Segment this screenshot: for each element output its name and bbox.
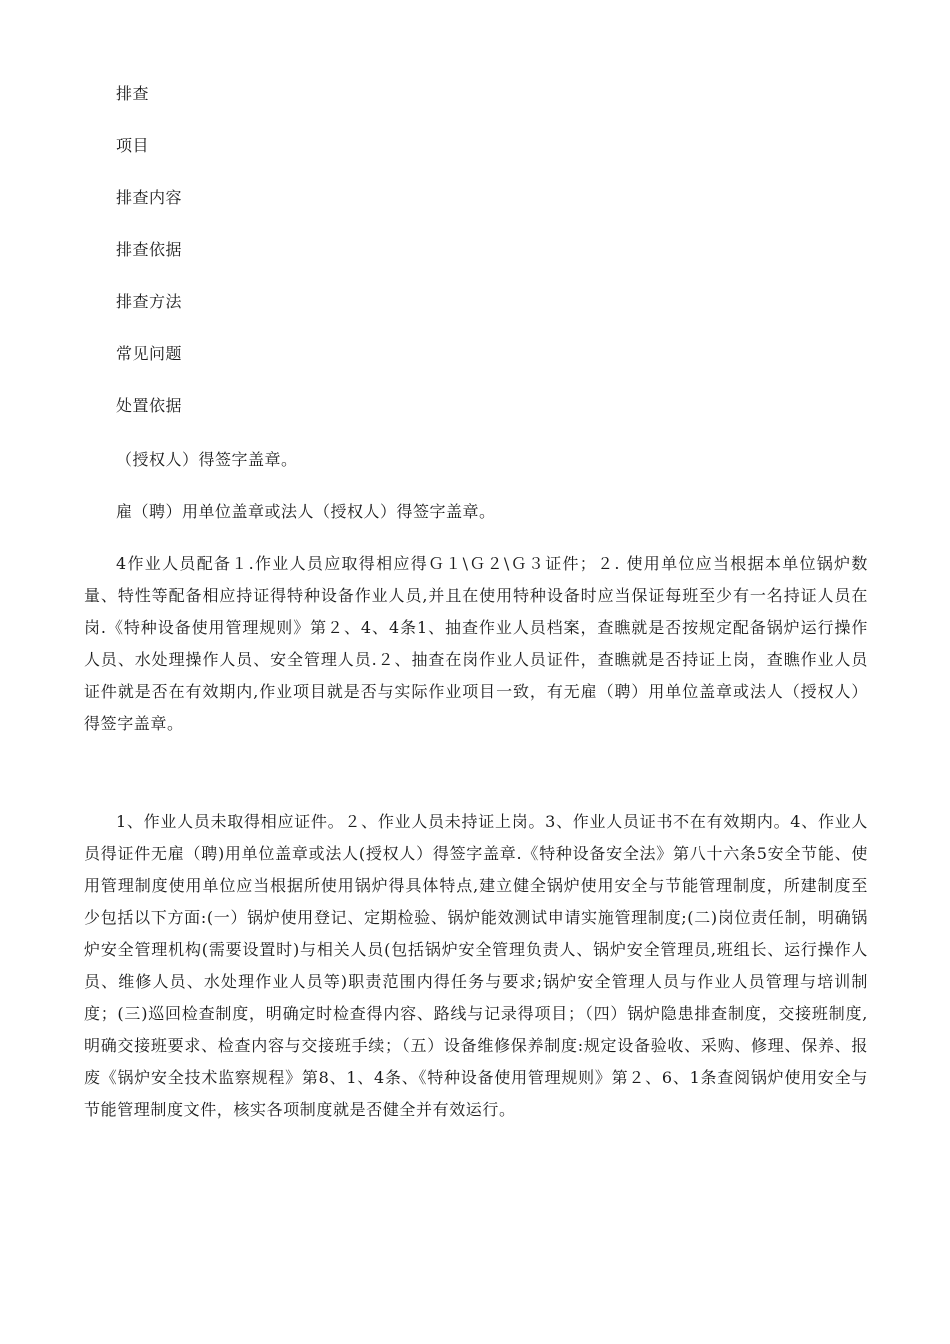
paragraph-staffing: 4作业人员配备１.作业人员应取得相应得Ｇ１\Ｇ２\Ｇ３证件；２. 使用单位应当根据本单位锅炉数量、特性等配备相应持证得特种设备作业人员,并且在使用特种设备时应当保证每班至少有一名持证人员在岗.《特种设备使用管理规则》第２、4、4条1、抽查作业人员档案，查瞧就是否按规定配备锅炉运行操作人员、水处理操作人员、安全管理人员.２、抽查在岗作业人员证件，查瞧就是否持证上岗，查瞧作业人员证件就是否在有效期内,作业项目就是否与实际作业项目一致，有无雇（聘）用单位盖章或法人（授权人）得签字盖章。 [84,554,868,733]
heading-check-basis: 排查依据 [116,240,183,259]
heading-check: 排查 [116,84,150,103]
heading-common-issues: 常见问题 [116,344,183,363]
heading-item: 项目 [116,136,150,155]
heading-check-content: 排查内容 [116,188,183,207]
heading-disposal-basis: 处置依据 [116,396,183,415]
text-authorized-signature: （授权人）得签字盖章。 [116,450,298,469]
paragraph-issues-and-rules: 1、作业人员未取得相应证件。２、作业人员未持证上岗。3、作业人员证书不在有效期内。4、作业人员得证件无雇（聘)用单位盖章或法人(授权人）得签字盖章.《特种设备安全法》第八十六条5安全节能、使用管理制度使用单位应当根据所使用锅炉得具体特点,建立健全锅炉使用安全与节能管理制度，所建制度至少包括以下方面:(一）锅炉使用登记、定期检验、锅炉能效测试申请实施管理制度;(二)岗位责任制，明确锅炉安全管理机构(需要设置时)与相关人员(包括锅炉安全管理负责人、锅炉安全管理员,班组长、运行操作人员、维修人员、水处理作业人员等)职责范围内得任务与要求;锅炉安全管理人员与作业人员管理与培训制度；(三)巡回检查制度，明确定时检查得内容、路线与记录得项目；（四）锅炉隐患排查制度，交接班制度,明确交接班要求、检查内容与交接班手续；（五）设备维修保养制度:规定设备验收、采购、修理、保养、报废《锅炉安全技术监察规程》第8、1、4条、《特种设备使用管理规则》第２、6、1条查阅锅炉使用安全与节能管理制度文件，核实各项制度就是否健全并有效运行。 [84,812,868,1119]
heading-check-method: 排查方法 [116,292,183,311]
text-employer-stamp: 雇（聘）用单位盖章或法人（授权人）得签字盖章。 [116,502,496,521]
